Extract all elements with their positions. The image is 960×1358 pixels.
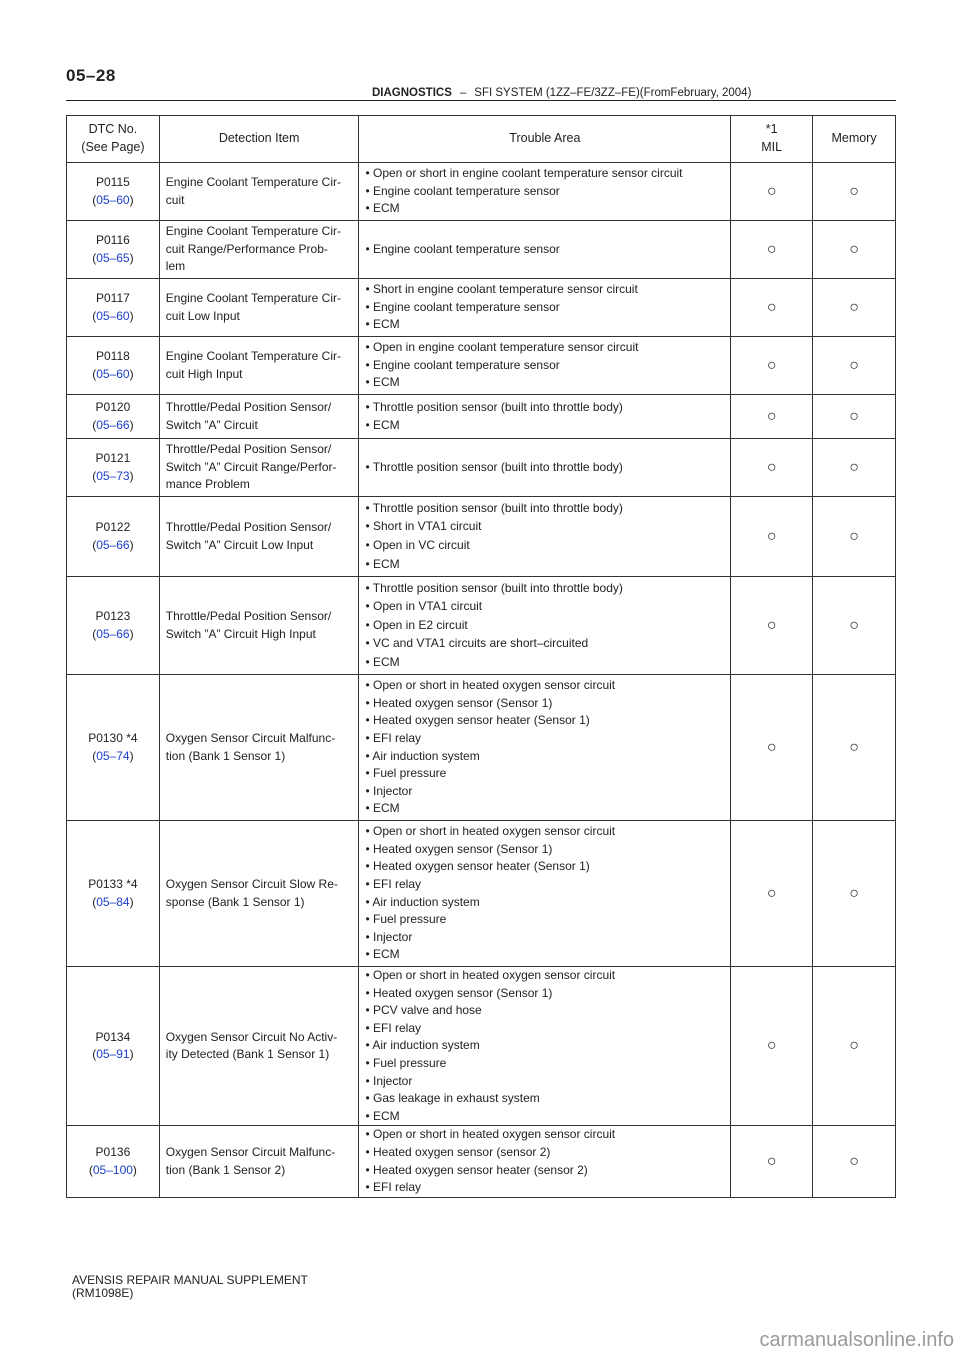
footer-manual-title: AVENSIS REPAIR MANUAL SUPPLEMENT	[72, 1273, 308, 1287]
trouble-area-item: • EFI relay	[365, 876, 421, 891]
mil-indicator: ○	[731, 279, 813, 337]
page-ref-link[interactable]: 05–73	[96, 468, 130, 483]
page-ref-link[interactable]: 05–60	[96, 192, 130, 207]
trouble-area-item: • ECM	[365, 375, 400, 390]
trouble-area-item: • ECM	[365, 317, 400, 332]
dtc-code: P0120	[95, 399, 131, 414]
page-ref-link[interactable]: 05–65	[96, 250, 130, 265]
dtc-code-cell	[67, 1126, 160, 1197]
dtc-code-cell	[67, 675, 160, 821]
dtc-table	[66, 115, 896, 1198]
detection-item: Throttle/Pedal Position Sensor/ Switch ”A” Circuit Range/Perfor- mance Problem	[159, 439, 359, 497]
page-ref-link[interactable]: 05–84	[96, 894, 130, 909]
trouble-area-item: • Heated oxygen sensor (sensor 2)	[365, 1144, 551, 1159]
table-row	[67, 163, 896, 221]
table-row	[67, 221, 896, 279]
page-header	[372, 87, 751, 99]
trouble-area-item: • VC and VTA1 circuits are short–circuited	[365, 636, 589, 651]
col-mil-header	[731, 116, 813, 163]
trouble-area-cell	[359, 497, 731, 577]
trouble-area-item: • Heated oxygen sensor heater (Sensor 1)	[365, 713, 590, 728]
dtc-code-cell	[67, 163, 160, 221]
col-dtc-line1: DTC No.	[88, 122, 138, 137]
mil-indicator: ○	[731, 395, 813, 439]
trouble-area-cell	[359, 1126, 731, 1197]
dtc-page-ref: (05–60)	[92, 366, 134, 381]
trouble-area-cell	[359, 821, 731, 967]
trouble-area-item: • Throttle position sensor (built into throttle body)	[365, 500, 623, 515]
dtc-code: P0136	[95, 1144, 131, 1159]
header-dash: –	[459, 87, 467, 99]
trouble-area-item: • Heated oxygen sensor (Sensor 1)	[365, 695, 553, 710]
table-row	[67, 337, 896, 395]
trouble-area-item: • Heated oxygen sensor (Sensor 1)	[365, 841, 553, 856]
trouble-area-item: • Fuel pressure	[365, 766, 447, 781]
trouble-area-cell	[359, 221, 731, 279]
dtc-code: P0123	[95, 608, 131, 623]
col-dtc-line2: (See Page)	[81, 140, 145, 154]
table-row	[67, 279, 896, 337]
trouble-area-item: • Open in VTA1 circuit	[365, 599, 483, 614]
dtc-page-ref: (05–66)	[92, 626, 134, 641]
memory-indicator: ○	[813, 163, 896, 221]
footer-manual-code: (RM1098E)	[72, 1286, 134, 1300]
mil-indicator: ○	[731, 577, 813, 675]
dtc-page-ref: (05–60)	[92, 308, 134, 323]
col-dtc-header	[67, 116, 160, 163]
trouble-area-item: • ECM	[365, 1108, 400, 1123]
table-row	[67, 1126, 896, 1197]
trouble-area-item: • Injector	[365, 783, 413, 798]
dtc-code: P0116	[95, 232, 130, 247]
trouble-area-item: • Gas leakage in exhaust system	[365, 1091, 540, 1106]
trouble-area-item: • Short in engine coolant temperature sensor circuit	[365, 282, 638, 297]
trouble-area-cell	[359, 395, 731, 439]
trouble-area-item: • Air induction system	[365, 748, 480, 763]
col-memory-header: Memory	[813, 116, 896, 163]
memory-indicator: ○	[813, 439, 896, 497]
mil-indicator: ○	[731, 967, 813, 1126]
footer	[72, 1274, 308, 1300]
dtc-code-cell	[67, 221, 160, 279]
trouble-area-item: • ECM	[365, 201, 400, 216]
trouble-area-item: • EFI relay	[365, 1020, 421, 1035]
memory-indicator: ○	[813, 497, 896, 577]
trouble-area-item: • Engine coolant temperature sensor	[365, 183, 560, 198]
trouble-area-cell	[359, 967, 731, 1126]
trouble-area-item: • Open or short in heated oxygen sensor circuit	[365, 824, 616, 839]
mil-indicator: ○	[731, 337, 813, 395]
dtc-code: P0121	[95, 450, 131, 465]
page-ref-link[interactable]: 05–66	[96, 537, 130, 552]
trouble-area-item: • Open or short in heated oxygen sensor circuit	[365, 678, 616, 693]
col-detection-header: Detection Item	[159, 116, 359, 163]
trouble-area-item: • Engine coolant temperature sensor	[365, 299, 560, 314]
page-ref-link[interactable]: 05–60	[96, 366, 130, 381]
trouble-area-item: • Short in VTA1 circuit	[365, 519, 482, 534]
table-row	[67, 497, 896, 577]
header-rule	[66, 100, 896, 101]
page-ref-link[interactable]: 05–91	[96, 1047, 130, 1062]
dtc-page-ref: (05–73)	[92, 468, 134, 483]
detection-item: Engine Coolant Temperature Cir- cuit Low Input	[159, 279, 359, 337]
trouble-area-cell	[359, 337, 731, 395]
table-row	[67, 439, 896, 497]
dtc-code-cell	[67, 967, 160, 1126]
detection-item: Oxygen Sensor Circuit Malfunc- tion (Bank 1 Sensor 2)	[159, 1126, 359, 1197]
mil-indicator: ○	[731, 675, 813, 821]
trouble-area-item: • ECM	[365, 417, 400, 432]
dtc-code-cell	[67, 439, 160, 497]
dtc-code: P0133 *4	[88, 876, 138, 891]
dtc-code-cell	[67, 395, 160, 439]
detection-item: Throttle/Pedal Position Sensor/ Switch ”A” Circuit High Input	[159, 577, 359, 675]
detection-item: Oxygen Sensor Circuit Malfunc- tion (Bank 1 Sensor 1)	[159, 675, 359, 821]
trouble-area-item: • Open or short in engine coolant temperature sensor circuit	[365, 166, 683, 181]
trouble-area-item: • Fuel pressure	[365, 912, 447, 927]
table-row	[67, 967, 896, 1126]
dtc-page-ref: (05–91)	[92, 1047, 134, 1062]
dtc-code: P0118	[95, 348, 130, 363]
col-mil-line2: MIL	[761, 140, 783, 154]
trouble-area-cell	[359, 279, 731, 337]
trouble-area-item: • EFI relay	[365, 730, 421, 745]
page-ref-link[interactable]: 05–66	[96, 626, 130, 641]
col-trouble-header: Trouble Area	[359, 116, 731, 163]
memory-indicator: ○	[813, 1126, 896, 1197]
trouble-area-item: • Throttle position sensor (built into throttle body)	[365, 459, 623, 474]
detection-item: Engine Coolant Temperature Cir- cuit	[159, 163, 359, 221]
trouble-area-item: • Heated oxygen sensor heater (Sensor 1)	[365, 859, 590, 874]
dtc-page-ref: (05–100)	[88, 1162, 137, 1177]
trouble-area-item: • Throttle position sensor (built into throttle body)	[365, 399, 623, 414]
mil-indicator: ○	[731, 163, 813, 221]
trouble-area-item: • ECM	[365, 654, 400, 669]
table-row	[67, 675, 896, 821]
mil-indicator: ○	[731, 497, 813, 577]
trouble-area-item: • Heated oxygen sensor heater (sensor 2)	[365, 1162, 588, 1177]
dtc-code: P0130 *4	[88, 730, 138, 745]
trouble-area-item: • Fuel pressure	[365, 1055, 447, 1070]
memory-indicator: ○	[813, 821, 896, 967]
dtc-page-ref: (05–66)	[92, 417, 134, 432]
trouble-area-item: • Engine coolant temperature sensor	[365, 241, 560, 256]
trouble-area-item: • Air induction system	[365, 1038, 480, 1053]
trouble-area-item: • Throttle position sensor (built into throttle body)	[365, 580, 623, 595]
page-ref-link[interactable]: 05–100	[92, 1162, 133, 1177]
trouble-area-item: • Injector	[365, 929, 413, 944]
header-section: DIAGNOSTICS	[372, 87, 452, 99]
header-subtitle: SFI SYSTEM (1ZZ–FE/3ZZ–FE)(FromFebruary, 2004)	[474, 87, 752, 99]
table-row	[67, 577, 896, 675]
trouble-area-item: • ECM	[365, 556, 400, 571]
detection-item: Engine Coolant Temperature Cir- cuit High Input	[159, 337, 359, 395]
detection-item: Oxygen Sensor Circuit No Activ- ity Detected (Bank 1 Sensor 1)	[159, 967, 359, 1126]
dtc-code: P0115	[95, 174, 130, 189]
trouble-area-item: • Open or short in heated oxygen sensor circuit	[365, 968, 616, 982]
detection-item: Throttle/Pedal Position Sensor/ Switch ”A” Circuit Low Input	[159, 497, 359, 577]
trouble-area-item: • Open or short in heated oxygen sensor circuit	[365, 1127, 616, 1142]
table-row	[67, 395, 896, 439]
page-number: 05–28	[66, 66, 116, 85]
page-ref-link[interactable]: 05–60	[96, 308, 130, 323]
trouble-area-item: • Open in E2 circuit	[365, 617, 468, 632]
dtc-code: P0117	[95, 290, 130, 305]
detection-item: Engine Coolant Temperature Cir- cuit Range/Performance Prob- lem	[159, 221, 359, 279]
memory-indicator: ○	[813, 337, 896, 395]
trouble-area-cell	[359, 163, 731, 221]
trouble-area-item: • ECM	[365, 947, 400, 962]
dtc-page-ref: (05–65)	[92, 250, 134, 265]
dtc-page-ref: (05–74)	[92, 748, 134, 763]
page-ref-link[interactable]: 05–74	[96, 748, 130, 763]
mil-indicator: ○	[731, 1126, 813, 1197]
memory-indicator: ○	[813, 577, 896, 675]
trouble-area-item: • ECM	[365, 801, 400, 816]
dtc-code: P0134	[95, 1029, 131, 1044]
dtc-page-ref: (05–60)	[92, 192, 134, 207]
memory-indicator: ○	[813, 221, 896, 279]
dtc-page-ref: (05–84)	[92, 894, 134, 909]
memory-indicator: ○	[813, 967, 896, 1126]
trouble-area-cell	[359, 439, 731, 497]
trouble-area-cell	[359, 577, 731, 675]
trouble-area-item: • Heated oxygen sensor (Sensor 1)	[365, 985, 553, 1000]
watermark: carmanualsonline.info	[759, 1329, 954, 1351]
table-header-row	[67, 116, 896, 163]
page-ref-link[interactable]: 05–66	[96, 417, 130, 432]
dtc-page-ref: (05–66)	[92, 537, 134, 552]
detection-item: Throttle/Pedal Position Sensor/ Switch ”A” Circuit	[159, 395, 359, 439]
dtc-code-cell	[67, 337, 160, 395]
dtc-code-cell	[67, 497, 160, 577]
trouble-area-item: • EFI relay	[365, 1180, 421, 1195]
trouble-area-item: • Injector	[365, 1073, 413, 1088]
trouble-area-cell	[359, 675, 731, 821]
trouble-area-item: • Engine coolant temperature sensor	[365, 357, 560, 372]
detection-item: Oxygen Sensor Circuit Slow Re- sponse (Bank 1 Sensor 1)	[159, 821, 359, 967]
mil-indicator: ○	[731, 221, 813, 279]
mil-indicator: ○	[731, 821, 813, 967]
dtc-code: P0122	[95, 519, 131, 534]
trouble-area-item: • Air induction system	[365, 894, 480, 909]
col-mil-line1: *1	[765, 122, 778, 137]
memory-indicator: ○	[813, 395, 896, 439]
trouble-area-item: • PCV valve and hose	[365, 1003, 482, 1018]
dtc-code-cell	[67, 279, 160, 337]
memory-indicator: ○	[813, 675, 896, 821]
memory-indicator: ○	[813, 279, 896, 337]
table-row	[67, 821, 896, 967]
trouble-area-item: • Open in VC circuit	[365, 538, 470, 552]
mil-indicator: ○	[731, 439, 813, 497]
dtc-code-cell	[67, 577, 160, 675]
dtc-code-cell	[67, 821, 160, 967]
trouble-area-item: • Open in engine coolant temperature sensor circuit	[365, 340, 639, 355]
